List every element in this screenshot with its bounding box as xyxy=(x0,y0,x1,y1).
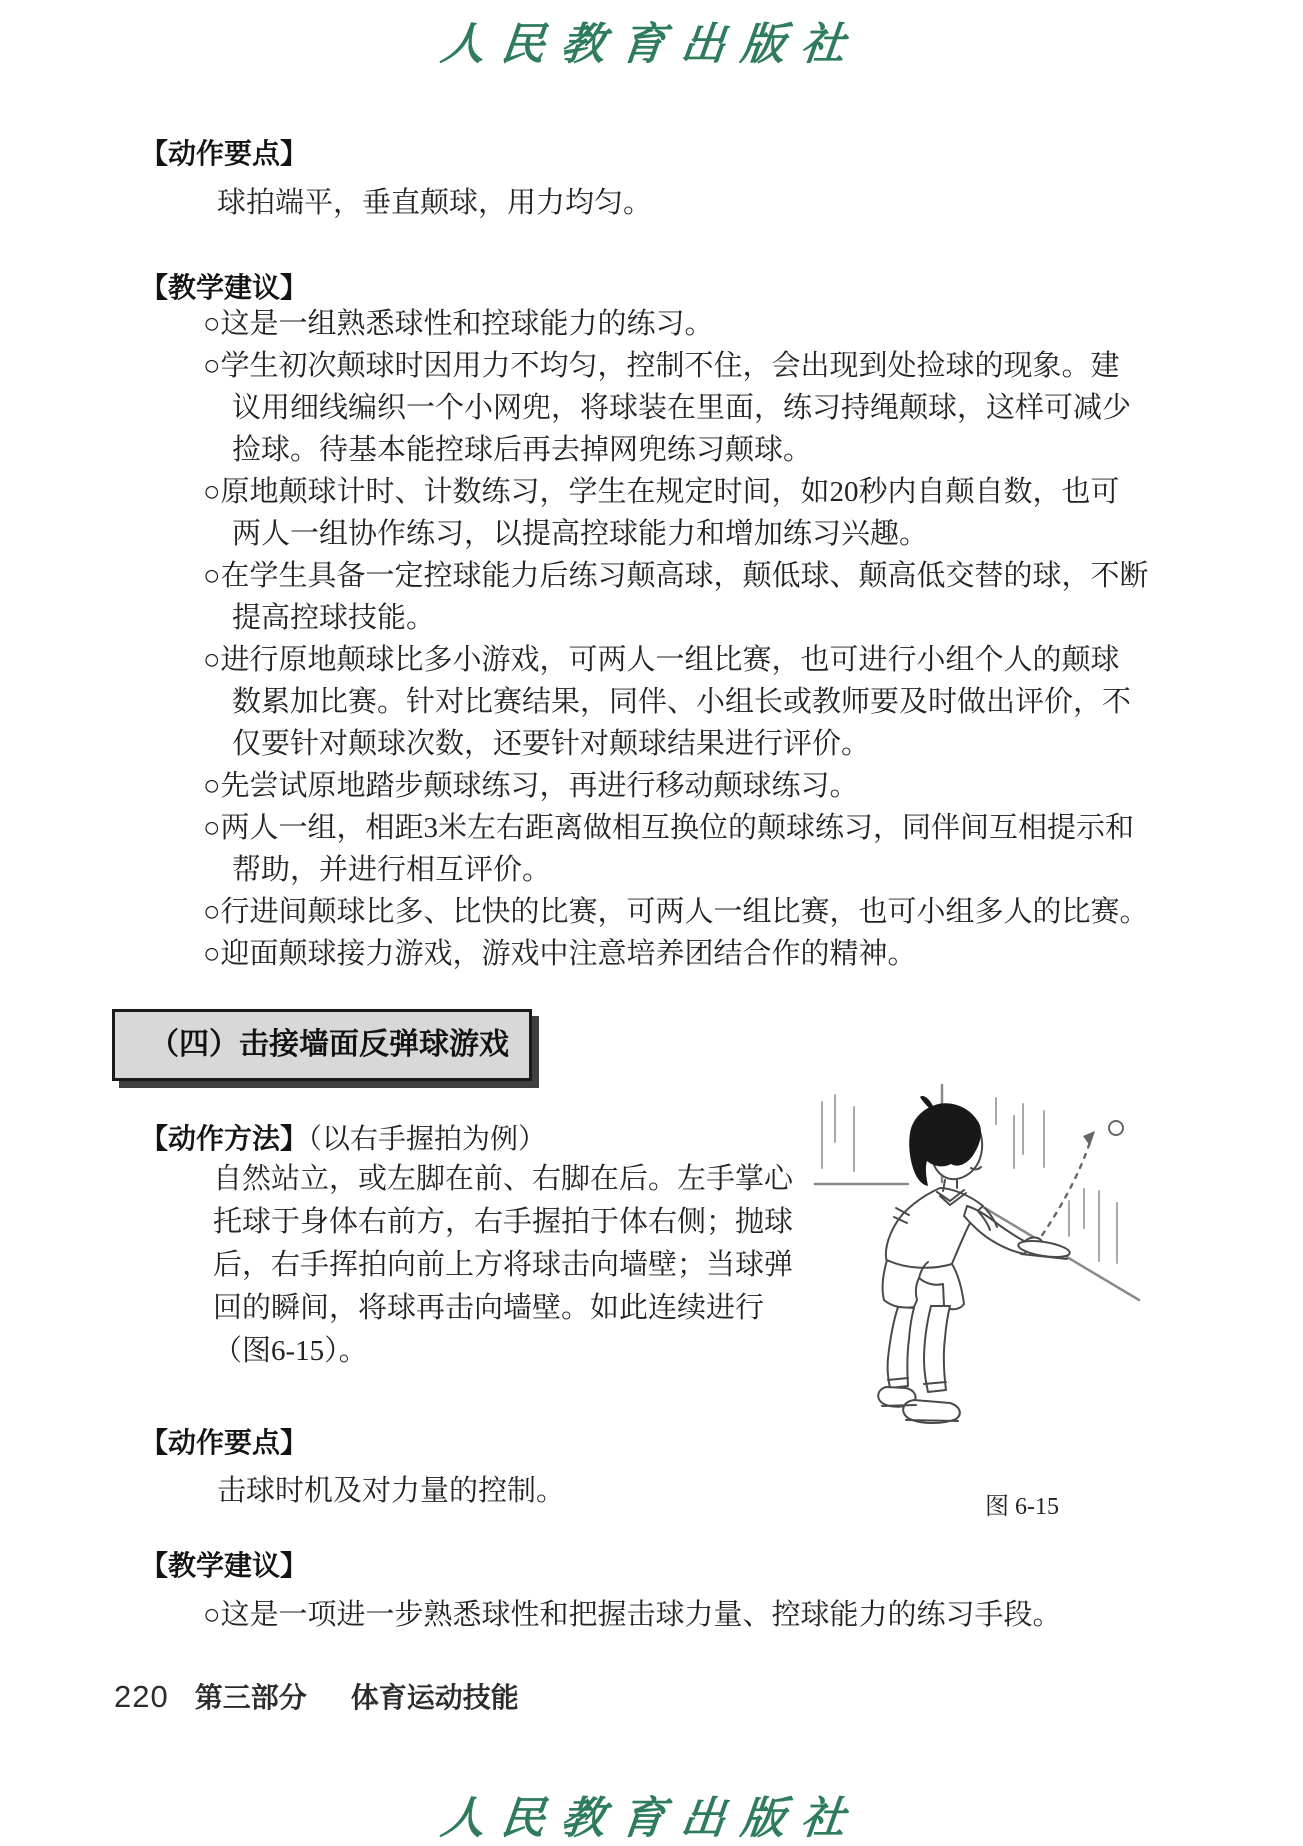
section-four-heading-box xyxy=(112,1009,532,1081)
list-item-continuation: 仅要针对颠球次数，还要针对颠球结果进行评价。 xyxy=(232,728,871,760)
list-item-continuation: 捡球。待基本能控球后再去掉网兜练习颠球。 xyxy=(232,434,813,466)
figure-caption: 图 6-15 xyxy=(985,1494,1059,1520)
suggestions-1-list xyxy=(203,303,1203,975)
method-header-note: （以右手握拍为例） xyxy=(308,1124,547,1155)
section-header-key-points-2: 【动作要点】 xyxy=(140,1427,309,1458)
section-header-method xyxy=(140,1117,546,1157)
list-item: ○迎面颠球接力游戏，游戏中注意培养团结合作的精神。 xyxy=(203,938,917,970)
publisher-logo-bottom: 人民教育出版社 xyxy=(438,1793,864,1844)
paragraph-line: 回的瞬间，将球再击向墙壁。如此连续进行 xyxy=(213,1292,765,1324)
arrowhead xyxy=(1083,1131,1095,1146)
footer-section-title: 体育运动技能 xyxy=(350,1682,519,1713)
list-item: ○行进间颠球比多、比快的比赛，可两人一组比赛，也可小组多人的比赛。 xyxy=(203,896,1149,928)
boy-hair-tuft xyxy=(920,1096,933,1111)
method-header-label: 【动作方法】 xyxy=(140,1123,309,1154)
suggestions-2-line: ○这是一项进一步熟悉球性和把握击球力量、控球能力的练习手段。 xyxy=(203,1599,1062,1631)
boy-back-leg xyxy=(888,1307,914,1388)
section-header-key-points-1: 【动作要点】 xyxy=(140,138,309,169)
list-item: ○原地颠球计时、计数练习，学生在规定时间，如20秒内自颠自数，也可 xyxy=(203,476,1120,508)
paragraph-line: 后，右手挥拍向前上方将球击向墙壁；当球弹 xyxy=(213,1249,794,1281)
list-item-continuation: 两人一组协作练习，以提高控球能力和增加练习兴趣。 xyxy=(232,518,929,550)
paragraph-line: （图6-15）。 xyxy=(213,1335,368,1367)
boy-figure xyxy=(878,1096,1071,1423)
list-item: ○在学生具备一定控球能力后练习颠高球，颠低球、颠高低交替的球，不断 xyxy=(203,560,1149,592)
page-number: 220 xyxy=(114,1679,169,1714)
figure-6-15-illustration xyxy=(800,1060,1150,1440)
key-points-2-body: 击球时机及对力量的控制。 xyxy=(217,1475,566,1507)
list-item: ○进行原地颠球比多小游戏，可两人一组比赛，也可进行小组个人的颠球 xyxy=(203,644,1120,676)
wall-lines xyxy=(815,1085,1139,1300)
ball xyxy=(1109,1121,1123,1135)
list-item-continuation: 帮助，并进行相互评价。 xyxy=(232,854,552,886)
method-paragraph xyxy=(213,1158,813,1373)
list-item-continuation: 提高控球技能。 xyxy=(232,602,436,634)
key-points-1-body: 球拍端平，垂直颠球，用力均匀。 xyxy=(217,187,653,219)
list-item: ○两人一组，相距3米左右距离做相互换位的颠球练习，同伴间互相提示和 xyxy=(203,812,1135,844)
list-item: ○先尝试原地踏步颠球练习，再进行移动颠球练习。 xyxy=(203,770,859,802)
list-item-continuation: 数累加比赛。针对比赛结果，同伴、小组长或教师要及时做出评价，不 xyxy=(232,686,1132,718)
publisher-logo-top: 人民教育出版社 xyxy=(438,19,864,70)
list-item: ○学生初次颠球时因用力不均匀，控制不住，会出现到处捡球的现象。建 xyxy=(203,350,1120,382)
section-four-title: （四）击接墙面反弹球游戏 xyxy=(149,1028,509,1061)
page-footer xyxy=(114,1676,519,1716)
paragraph-line: 托球于身体右前方，右手握拍于体右侧；抛球 xyxy=(213,1206,794,1238)
section-header-suggestions-1: 【教学建议】 xyxy=(140,272,309,303)
boy-torso xyxy=(886,1188,983,1269)
footer-part-label: 第三部分 xyxy=(194,1682,307,1713)
list-item-continuation: 议用细线编织一个小网兜，将球装在里面，练习持绳颠球，这样可减少 xyxy=(232,392,1132,424)
boy-front-leg xyxy=(924,1306,950,1392)
section-header-suggestions-2: 【教学建议】 xyxy=(140,1550,309,1581)
list-item: ○这是一组熟悉球性和控球能力的练习。 xyxy=(203,308,714,340)
paragraph-line: 自然站立，或左脚在前、右脚在后。左手掌心 xyxy=(213,1163,794,1195)
